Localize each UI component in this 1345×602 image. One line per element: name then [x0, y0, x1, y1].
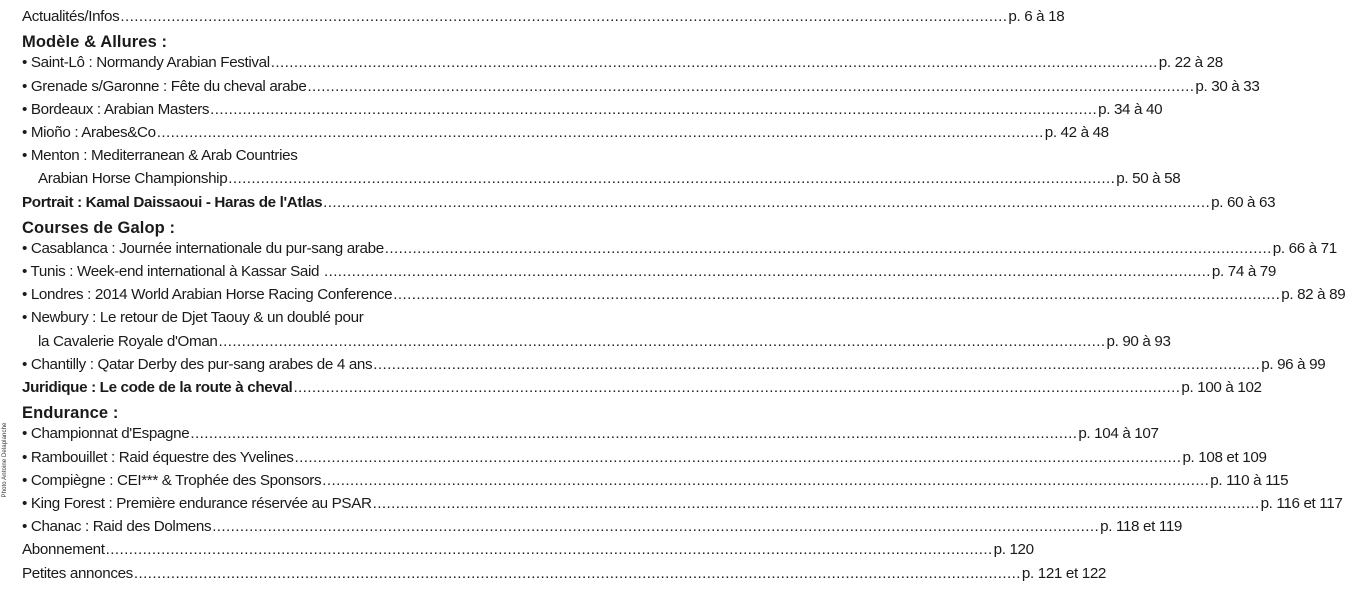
toc-leader-dots: ................................................................................................................................................................................................: [218, 332, 1106, 350]
toc-entry-page: p. 34 à 40: [1098, 100, 1163, 118]
toc-entry-label: • Mioño : Arabes&Co: [22, 123, 156, 141]
toc-entry-annonces[interactable]: [22, 564, 1107, 588]
toc-entry-miono[interactable]: [22, 123, 1109, 147]
toc-leader-dots: ................................................................................................................................................................................................: [294, 448, 1182, 466]
photo-credit: [0, 405, 10, 515]
toc-entry-page: p. 90 à 93: [1106, 332, 1171, 350]
toc-leader-dots: ................................................................................................................................................................................................: [293, 379, 1181, 396]
toc-entry-label-bold: Juridique :: [22, 379, 96, 396]
section-heading-endurance: Endurance :: [22, 404, 119, 423]
toc-entry-newbury[interactable]: [22, 309, 578, 332]
toc-entry-page: p. 110 à 115: [1210, 471, 1289, 489]
toc-entry-page: p. 96 à 99: [1261, 355, 1326, 373]
toc-entry-label: • Compiègne : CEI*** & Trophée des Sponsors: [22, 471, 322, 489]
toc-entry-label: • Saint-Lô : Normandy Arabian Festival: [22, 54, 270, 72]
toc-entry-page: p. 116 et 117: [1260, 494, 1343, 512]
toc-entry-page: p. 82 à 89: [1281, 286, 1345, 304]
toc-entry-label: • King Forest : Première endurance réservée au PSAR: [22, 494, 372, 512]
toc-leader-dots: ................................................................................................................................................................................................: [228, 170, 1116, 188]
toc-entry-label: Arabian Horse Championship: [38, 170, 228, 188]
toc-entry-page: p. 50 à 58: [1116, 170, 1181, 188]
toc-entry-page: p. 108 et 109: [1182, 448, 1267, 466]
toc-entry-page: p. 120: [993, 541, 1034, 559]
toc-entry-chantilly[interactable]: [22, 355, 1326, 379]
toc-entry-label: [22, 379, 292, 396]
toc-entry-page: p. 6 à 18: [1008, 8, 1065, 25]
toc-entry-label: • Chanac : Raid des Dolmens: [22, 518, 212, 536]
toc-entry-label: Actualités/Infos: [22, 8, 120, 25]
table-of-contents: [22, 8, 1345, 588]
toc-entry-label: • Chantilly : Qatar Derby des pur-sang arabes de 4 ans: [22, 355, 373, 373]
toc-entry-label-rest: Le code de la route à cheval: [95, 379, 293, 396]
toc-leader-dots: ................................................................................................................................................................................................: [105, 541, 993, 559]
toc-entry-label: • Londres : 2014 World Arabian Horse Racing Conference: [22, 286, 393, 304]
toc-entry-londres[interactable]: [22, 286, 1345, 309]
toc-entry-king-forest[interactable]: [22, 494, 1343, 518]
toc-entry-label: [22, 194, 322, 211]
toc-leader-dots: ................................................................................................................................................................................................: [322, 471, 1210, 489]
section-heading-courses: Courses de Galop :: [22, 218, 176, 237]
toc-entry-label: • Newbury : Le retour de Djet Taouy & un doublé pour: [22, 309, 364, 327]
toc-entry-label: la Cavalerie Royale d'Oman: [38, 332, 218, 350]
toc-leader-dots: ................................................................................................................................................................................................: [120, 8, 1008, 25]
toc-entry-page: p. 66 à 71: [1272, 239, 1337, 257]
toc-entry-actualites[interactable]: [22, 8, 1065, 31]
toc-entry-label-rest: Kamal Daissaoui - Haras de l'Atlas: [81, 193, 323, 211]
toc-entry-page: p. 60 à 63: [1211, 193, 1276, 211]
photo-credit-text: Photo Antoine Delaplanche: [2, 422, 8, 498]
toc-entry-page: p. 100 à 102: [1181, 379, 1262, 396]
toc-leader-dots: ................................................................................................................................................................................................: [393, 286, 1281, 304]
toc-entry-portrait[interactable]: [22, 193, 1276, 217]
toc-entry-grenade[interactable]: [22, 77, 1260, 101]
toc-leader-dots: ................................................................................................................................................................................................: [323, 263, 1211, 281]
toc-entry-saint-lo[interactable]: [22, 54, 1223, 77]
toc-entry-compiegne[interactable]: [22, 471, 1289, 495]
toc-entry-label: • Grenade s/Garonne : Fête du cheval arabe: [22, 77, 307, 95]
toc-entry-menton-continued[interactable]: [22, 170, 1181, 193]
toc-leader-dots: ................................................................................................................................................................................................: [212, 518, 1100, 536]
toc-entry-label: • Tunis : Week-end international à Kassar Said: [22, 263, 323, 281]
toc-leader-dots: ................................................................................................................................................................................................: [210, 100, 1098, 118]
toc-entry-page: p. 118 et 119: [1100, 518, 1183, 536]
toc-leader-dots: ................................................................................................................................................................................................: [307, 77, 1195, 95]
toc-entry-label: • Bordeaux : Arabian Masters: [22, 100, 210, 118]
toc-entry-tunis[interactable]: [22, 263, 1276, 286]
toc-leader-dots: ................................................................................................................................................................................................: [323, 193, 1211, 211]
toc-entry-menton[interactable]: [22, 147, 578, 170]
toc-entry-newbury-continued[interactable]: [22, 332, 1171, 356]
toc-entry-page: p. 42 à 48: [1044, 123, 1109, 141]
toc-leader-dots: ................................................................................................................................................................................................: [372, 494, 1260, 512]
toc-entry-bordeaux[interactable]: [22, 100, 1163, 124]
toc-entry-label: • Menton : Mediterranean & Arab Countries: [22, 147, 298, 165]
toc-entry-espagne[interactable]: [22, 425, 1159, 448]
toc-entry-abonnement[interactable]: [22, 541, 1034, 564]
toc-entry-page: p. 121 et 122: [1021, 564, 1107, 582]
toc-entry-label: • Championnat d'Espagne: [22, 425, 190, 443]
toc-entry-page: p. 74 à 79: [1211, 263, 1276, 281]
toc-entry-label: Petites annonces: [22, 564, 133, 582]
toc-entry-page: p. 104 à 107: [1078, 425, 1159, 443]
toc-entry-page: p. 22 à 28: [1158, 54, 1223, 72]
toc-entry-rambouillet[interactable]: [22, 448, 1267, 472]
toc-leader-dots: ................................................................................................................................................................................................: [270, 54, 1158, 72]
toc-leader-dots: ................................................................................................................................................................................................: [133, 564, 1021, 582]
toc-entry-label: Abonnement: [22, 541, 105, 559]
section-heading-modele: Modèle & Allures :: [22, 33, 168, 52]
toc-leader-dots: ................................................................................................................................................................................................: [373, 355, 1261, 373]
toc-entry-chanac[interactable]: [22, 518, 1183, 541]
toc-leader-dots: ................................................................................................................................................................................................: [190, 425, 1078, 443]
toc-entry-page: p. 30 à 33: [1195, 77, 1260, 95]
toc-entry-label-bold: Portrait :: [22, 193, 82, 211]
toc-entry-label: • Casablanca : Journée internationale du pur-sang arabe: [22, 239, 384, 257]
toc-leader-dots: ................................................................................................................................................................................................: [156, 123, 1044, 141]
toc-entry-casablanca[interactable]: [22, 239, 1337, 263]
toc-entry-label: • Rambouillet : Raid équestre des Yvelines: [22, 448, 294, 466]
toc-leader-dots: ................................................................................................................................................................................................: [384, 239, 1272, 257]
toc-entry-juridique[interactable]: [22, 379, 1262, 402]
